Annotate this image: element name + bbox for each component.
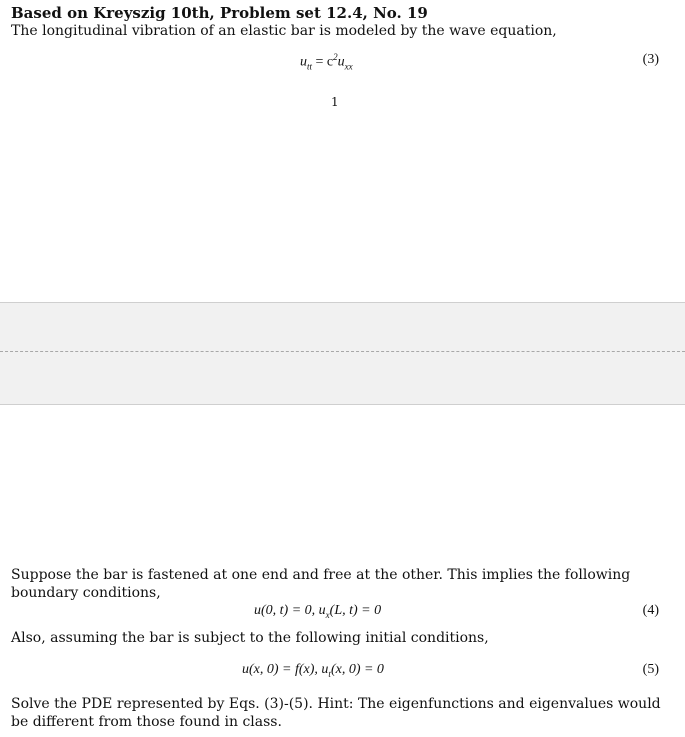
- paragraph-solve: Solve the PDE represented by Eqs. (3)-(5). Hint: The eigenfunctions and eigenvalues would be different from those found in class.: [11, 696, 661, 730]
- paragraph-initial: Also, assuming the bar is subject to the following initial conditions,: [11, 630, 489, 646]
- eq4-part2: (L, t) = 0: [329, 603, 382, 618]
- eq3-rhs-sub: xx: [344, 61, 353, 72]
- eq3-number: (3): [642, 52, 659, 67]
- paragraph-boundary: Suppose the bar is fastened at one end and free at the other. This implies the following boundary conditions,: [11, 567, 631, 601]
- page-number: 1: [331, 95, 339, 109]
- eq4-part1: u(0, t) = 0, u: [254, 603, 326, 618]
- eq5-part1: u(x, 0) = f(x), u: [242, 662, 329, 677]
- eq4-number: (4): [642, 603, 659, 618]
- page-break-band: [0, 302, 685, 405]
- eq3-sup: 2: [333, 52, 338, 62]
- page-break-divider: [0, 351, 685, 352]
- eq5-part2: (x, 0) = 0: [330, 662, 384, 677]
- eq3-rhs: u: [337, 54, 345, 70]
- equation-5: [0, 662, 685, 682]
- eq3-lhs-sub: tt: [307, 61, 313, 72]
- equation-4: [0, 603, 685, 623]
- eq5-sub: t: [328, 668, 331, 679]
- eq4-sub: x: [325, 609, 330, 620]
- eq5-number: (5): [642, 662, 659, 677]
- intro-text: The longitudinal vibration of an elastic bar is modeled by the wave equation,: [11, 23, 557, 39]
- eq3-lhs: u: [300, 54, 307, 70]
- problem-heading: Based on Kreyszig 10th, Problem set 12.4, No. 19: [11, 4, 428, 22]
- eq3-equals-c: = c: [312, 54, 334, 70]
- equation-3: [0, 52, 685, 72]
